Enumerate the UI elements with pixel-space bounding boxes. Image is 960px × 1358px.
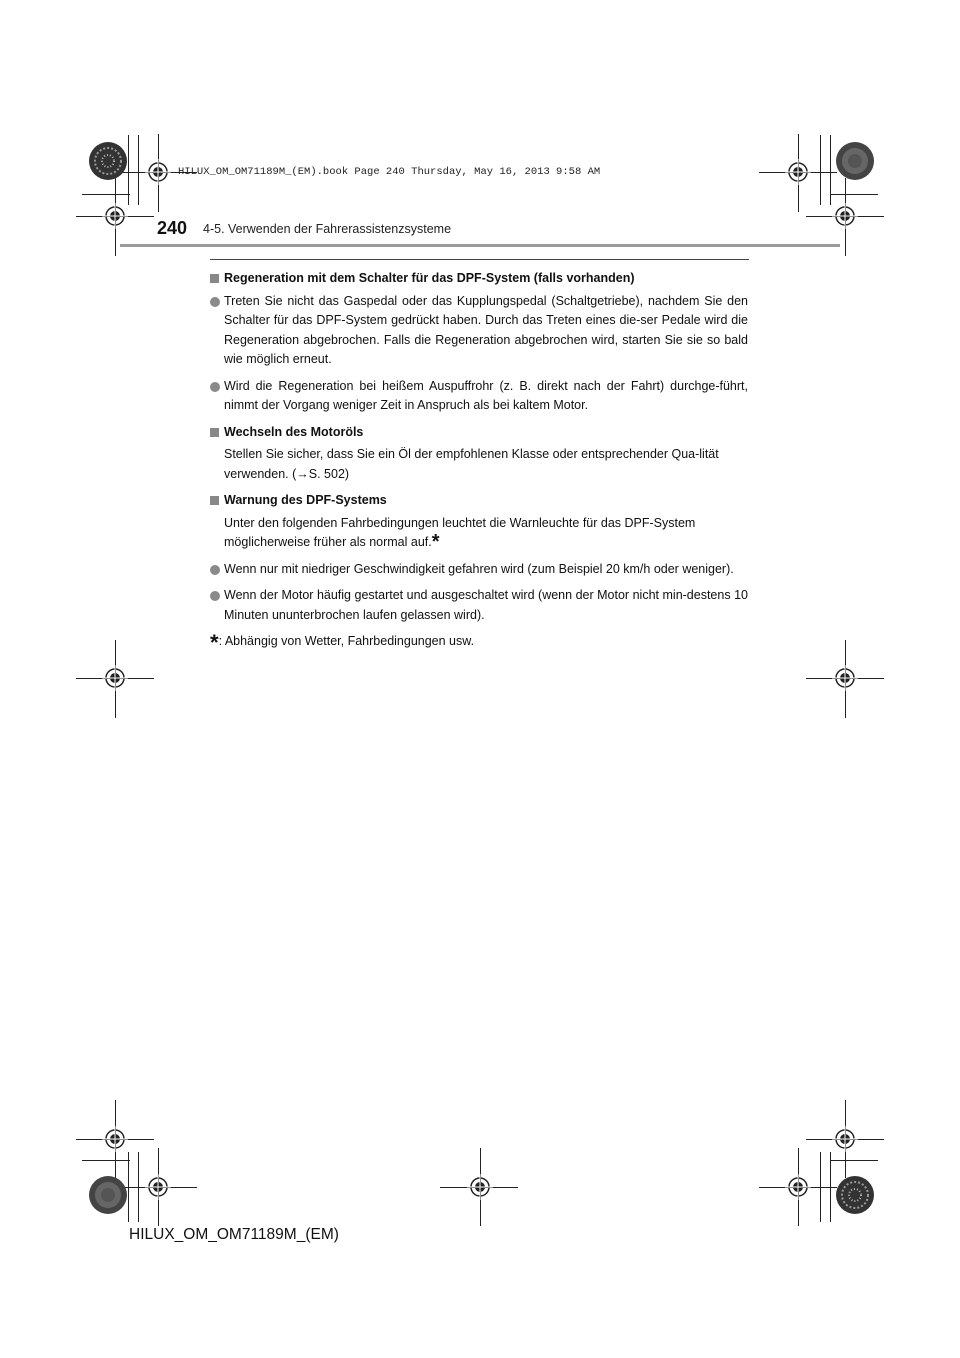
registration-mark-icon [785, 159, 811, 185]
registration-mark-icon [832, 1126, 858, 1152]
section-heading: Warnung des DPF-Systems [210, 491, 748, 511]
circle-bullet-icon [210, 297, 220, 307]
list-item: Treten Sie nicht das Gaspedal oder das Kupplungspedal (Schaltgetriebe), nachdem Sie den Schalter für das DPF-System gedrückt haben. Durch das Treten eines die-ser Pedale wird die Regeneration abgebrochen. Falls die Regeneration abgebrochen wird, starten Sie sie so bald wie möglich erneut. [210, 292, 748, 370]
registration-mark-icon [102, 1126, 128, 1152]
book-info: HILUX_OM_OM71189M_(EM).book Page 240 Thursday, May 16, 2013 9:58 AM [178, 166, 601, 178]
registration-mark-icon [832, 203, 858, 229]
list-item: Wenn der Motor häufig gestartet und ausgeschaltet wird (wenn der Motor nicht min-destens 10 Minuten ununterbrochen laufen gelassen wird). [210, 586, 748, 625]
square-bullet-icon [210, 274, 219, 283]
registration-mark-icon [145, 159, 171, 185]
registration-mark-icon [102, 203, 128, 229]
registration-mark-icon [467, 1174, 493, 1200]
content-top-rule [210, 259, 749, 260]
registration-mark-icon [145, 1174, 171, 1200]
circle-bullet-icon [210, 591, 220, 601]
list-item: Wird die Regeneration bei heißem Auspuffrohr (z. B. direkt nach der Fahrt) durchge-führt, nimmt der Vorgang weniger Zeit in Anspruch als bei kaltem Motor. [210, 377, 748, 416]
calibration-disc-icon [88, 1175, 128, 1215]
asterisk-marker: * [431, 531, 440, 553]
calibration-disc-icon [88, 141, 128, 181]
square-bullet-icon [210, 496, 219, 505]
square-bullet-icon [210, 428, 219, 437]
footnote: *: Abhängig von Wetter, Fahrbedingungen usw. [210, 630, 475, 655]
section-paragraph: Unter den folgenden Fahrbedingungen leuchtet die Warnleuchte für das DPF-System möglicherweise früher als normal auf.* [224, 515, 696, 553]
footer-code: HILUX_OM_OM71189M_(EM) [129, 1226, 339, 1243]
section-heading: Regeneration mit dem Schalter für das DPF-System (falls vorhanden) [210, 269, 748, 289]
registration-mark-icon [832, 665, 858, 691]
calibration-disc-icon [835, 141, 875, 181]
page-reference-link[interactable]: S. 502) [308, 466, 350, 481]
registration-mark-icon [102, 665, 128, 691]
section-title: 4-5. Verwenden der Fahrerassistenzsysteme [203, 222, 452, 236]
section-heading: Wechseln des Motoröls [210, 423, 748, 443]
footnote-marker: * [210, 630, 219, 655]
circle-bullet-icon [210, 565, 220, 575]
list-item: Wenn nur mit niedriger Geschwindigkeit gefahren wird (zum Beispiel 20 km/h oder weniger). [210, 560, 748, 580]
page-number: 240 [157, 218, 188, 238]
arrow-right-icon: → [296, 466, 309, 481]
page-content [210, 269, 748, 655]
registration-mark-icon [785, 1174, 811, 1200]
circle-bullet-icon [210, 382, 220, 392]
section-paragraph: Stellen Sie sicher, dass Sie ein Öl der empfohlenen Klasse oder entsprechender Qua-lität verwenden. (→S. 502) [224, 447, 719, 481]
header-rule [120, 244, 840, 247]
calibration-disc-icon [835, 1175, 875, 1215]
